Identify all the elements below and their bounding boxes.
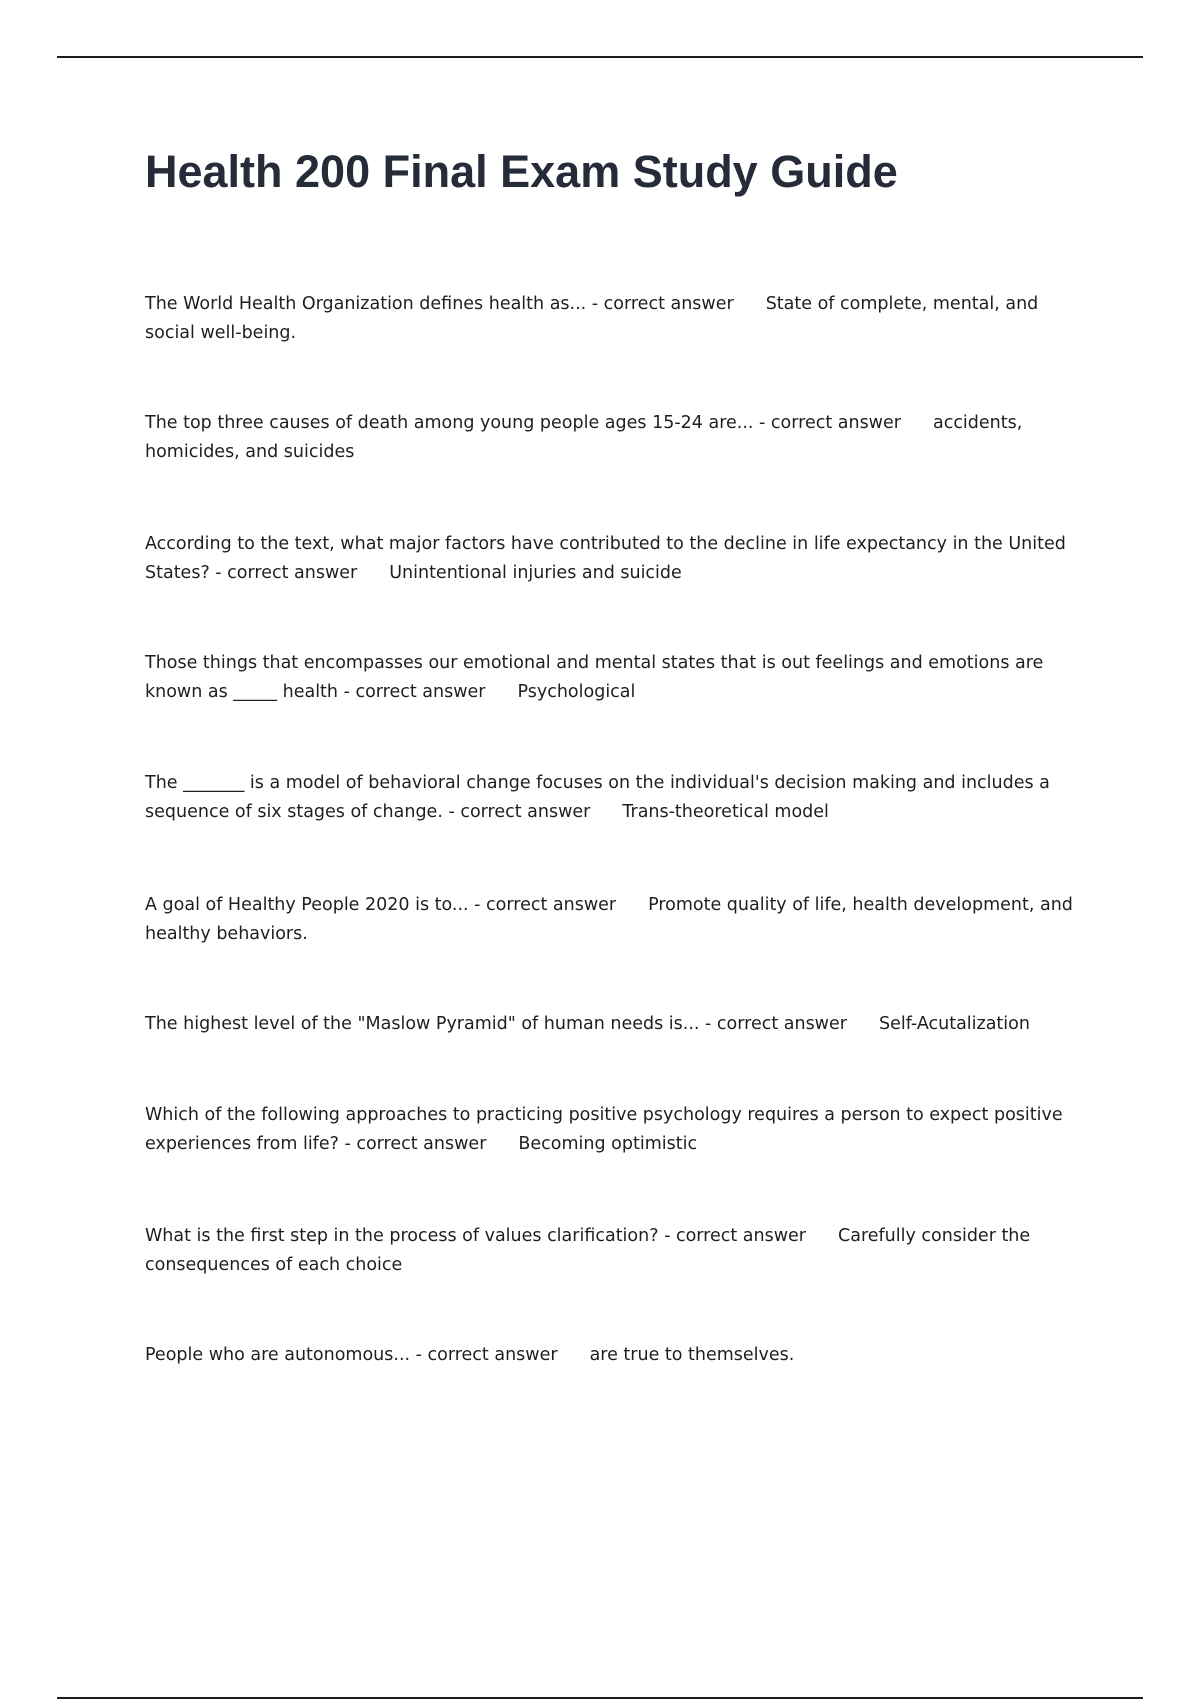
question-text: Those things that encompasses our emotional and mental states that is out feelings and emotions are known as _____ health - correct answer: [145, 653, 1044, 702]
qa-item: [145, 290, 1090, 348]
answer-text: Promote quality of life, health development, and healthy behaviors.: [145, 895, 1073, 944]
question-text: What is the first step in the process of values clarification? - correct answer: [145, 1226, 806, 1246]
answer-text: Carefully consider the consequences of each choice: [145, 1226, 1031, 1275]
qa-item: [145, 409, 1090, 467]
qa-item: [145, 1010, 1090, 1039]
question-text: The World Health Organization defines health as... - correct answer: [145, 294, 734, 314]
question-text: A goal of Healthy People 2020 is to... - correct answer: [145, 895, 617, 915]
question-text: Which of the following approaches to practicing positive psychology requires a person to expect positive experiences from life? - correct answer: [145, 1105, 1063, 1154]
qa-item: [145, 530, 1090, 588]
qa-item: [145, 769, 1090, 827]
qa-item: [145, 649, 1090, 707]
answer-text: are true to themselves.: [589, 1345, 795, 1365]
qa-item: [145, 1341, 1090, 1370]
page-title: Health 200 Final Exam Study Guide: [145, 146, 898, 197]
question-text: According to the text, what major factors have contributed to the decline in life expectancy in the United States? - correct answer: [145, 534, 1066, 583]
answer-text: Self-Acutalization: [878, 1014, 1030, 1034]
answer-text: Psychological: [517, 682, 636, 702]
answer-text: accidents, homicides, and suicides: [145, 413, 1023, 462]
answer-text: State of complete, mental, and social well-being.: [145, 294, 1039, 343]
question-text: People who are autonomous... - correct answer: [145, 1345, 558, 1365]
question-text: The highest level of the "Maslow Pyramid" of human needs is... - correct answer: [145, 1014, 847, 1034]
qa-item: [145, 1101, 1090, 1159]
top-divider: [57, 56, 1143, 58]
question-text: The top three causes of death among young people ages 15-24 are... - correct answer: [145, 413, 901, 433]
qa-item: [145, 1222, 1090, 1280]
bottom-divider: [57, 1697, 1143, 1699]
answer-text: Unintentional injuries and suicide: [389, 563, 682, 583]
qa-item: [145, 891, 1090, 949]
question-text: The _______ is a model of behavioral change focuses on the individual's decision making and includes a sequence of six stages of change. - correct answer: [145, 773, 1050, 822]
answer-text: Becoming optimistic: [518, 1134, 698, 1154]
answer-text: Trans-theoretical model: [622, 802, 829, 822]
